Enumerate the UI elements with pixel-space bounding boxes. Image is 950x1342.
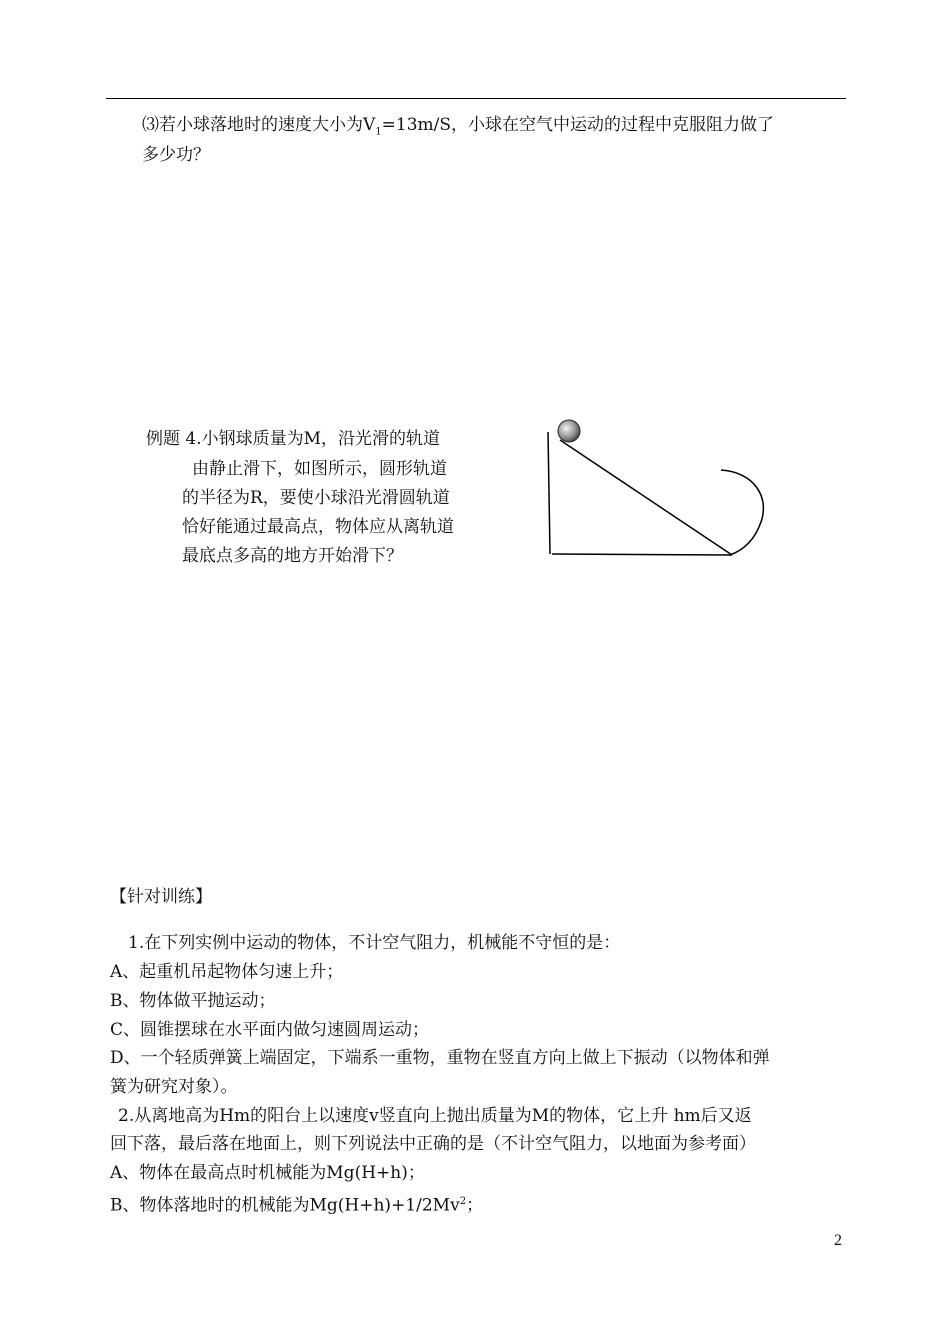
example-4-line-1: 例题 4.小钢球质量为M，沿光滑的轨道 — [146, 429, 441, 449]
q2-stem-line-2: 回下落，最后落在地面上，则下列说法中正确的是（不计空气阻力，以地面为参考面） — [110, 1134, 756, 1154]
incline-track — [560, 440, 732, 555]
q2-option-a: A、物体在最高点时机械能为Mg(H+h)； — [110, 1163, 425, 1183]
vertical-wall — [548, 432, 550, 554]
q1-option-d-line-2: 簧为研究对象）。 — [110, 1077, 238, 1097]
q1-option-a: A、起重机吊起物体匀速上升； — [110, 962, 344, 982]
example-4-line-2: 由静止滑下，如图所示，圆形轨道 — [192, 459, 447, 479]
q1-option-b: B、物体做平抛运动； — [110, 991, 276, 1011]
q1-option-d-line-1: D、一个轻质弹簧上端固定，下端系一重物，重物在竖直方向上做上下振动（以物体和弹 — [110, 1048, 770, 1068]
q1-stem: 1.在下列实例中运动的物体，不计空气阻力，机械能不守恒的是： — [128, 933, 621, 953]
training-heading: 【针对训练】 — [110, 887, 212, 907]
example-4-line-3: 的半径为R，要使小球沿光滑圆轨道 — [182, 488, 450, 508]
track-diagram — [538, 412, 778, 572]
page-number: 2 — [834, 1232, 842, 1249]
question-3-line-2: 多少功？ — [142, 145, 210, 165]
example-4-line-4: 恰好能通过最高点，物体应从离轨道 — [182, 517, 454, 537]
example-4-line-5: 最底点多高的地方开始滑下？ — [182, 546, 403, 566]
q2-option-b: B、物体落地时的机械能为$Mg(H+h)+1/2Mv^2$； — [110, 1195, 484, 1216]
q2-stem-line-1: 2.从离地高为Hm的阳台上以速度v竖直向上抛出质量为M的物体，它上升 hm后又返 — [118, 1106, 752, 1126]
q1-option-c: C、圆锥摆球在水平面内做匀速圆周运动； — [110, 1020, 430, 1040]
question-3-line-1: ⑶若小球落地时的速度大小为$V_1=13m/S$，小球在空气中运动的过程中克服阻力做了 — [142, 115, 775, 138]
circular-track — [721, 470, 763, 555]
ground-line — [552, 554, 732, 555]
header-rule — [106, 98, 846, 99]
steel-ball — [558, 420, 580, 442]
